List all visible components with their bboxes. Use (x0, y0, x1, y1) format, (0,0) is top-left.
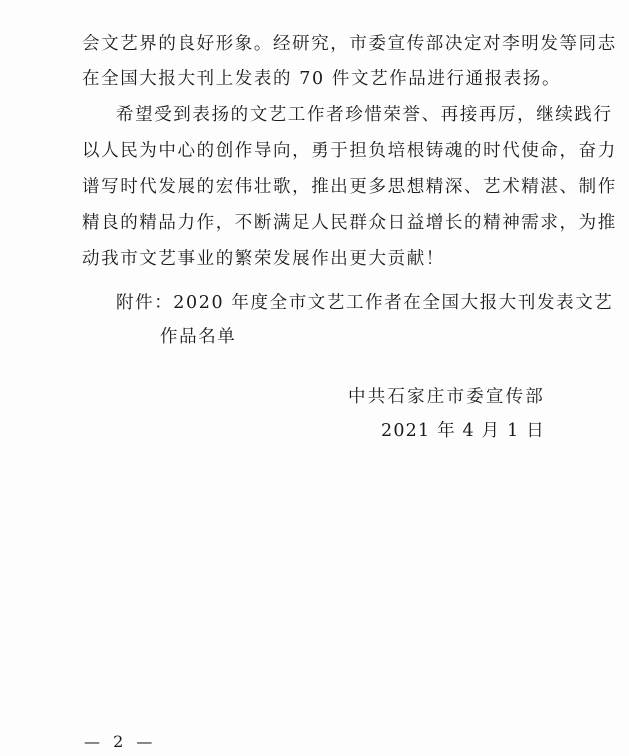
body-line-7: 动我市文艺事业的繁荣发展作出更大贡献！ (82, 249, 445, 269)
issue-date: 2021 年 4 月 1 日 (381, 421, 545, 441)
attachment-line-2: 作品名单 (160, 327, 237, 347)
body-line-1: 会文艺界的良好形象。经研究，市委宣传部决定对李明发等同志 (82, 34, 617, 54)
body-line-2: 在全国大报大刊上发表的 70 件文艺作品进行通报表扬。 (82, 69, 562, 89)
issuer-name: 中共石家庄市委宣传部 (348, 387, 545, 407)
attachment-line-1: 附件：2020 年度全市文艺工作者在全国大报大刊发表文艺 (116, 293, 614, 313)
body-line-3: 希望受到表扬的文艺工作者珍惜荣誉、再接再厉，继续践行 (116, 105, 613, 125)
body-line-6: 精良的精品力作，不断满足人民群众日益增长的精神需求，为推 (82, 213, 617, 233)
body-line-5: 谱写时代发展的宏伟壮歌，推出更多思想精深、艺术精湛、制作 (82, 177, 617, 197)
body-line-4: 以人民为中心的创作导向，勇于担负培根铸魂的时代使命，奋力 (82, 141, 617, 161)
page-number: — 2 — (84, 732, 157, 751)
